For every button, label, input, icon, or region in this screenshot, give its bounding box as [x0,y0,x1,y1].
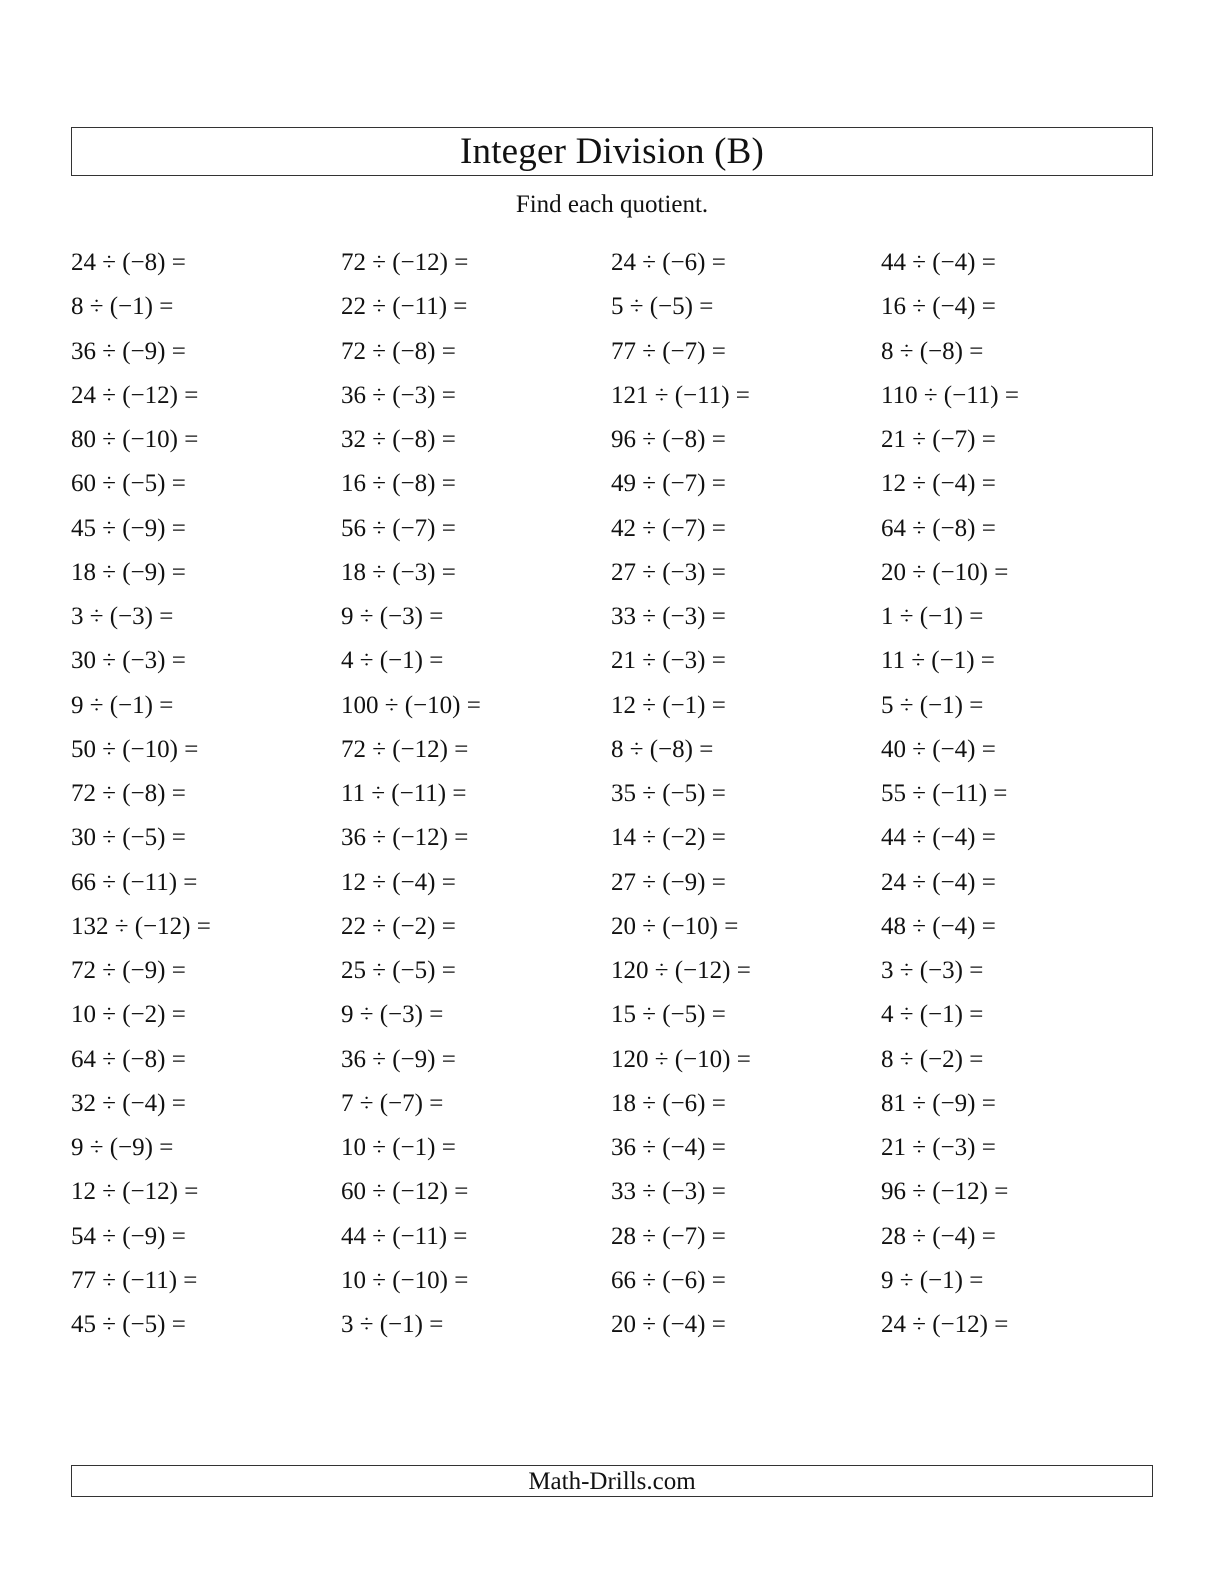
title-box [71,127,1153,176]
problem-item: 30 ÷ (−3) = [71,647,186,675]
problem-grid [71,241,1153,1347]
problem-item: 60 ÷ (−5) = [71,470,186,498]
problem-item: 10 ÷ (−1) = [341,1134,456,1161]
problem-item: 120 ÷ (−10) = [611,1045,751,1073]
problem-item: 120 ÷ (−12) = [611,957,751,984]
problem-item: 24 ÷ (−12) = [881,1311,1009,1338]
problem-item: 72 ÷ (−8) = [71,780,186,807]
problem-item: 77 ÷ (−7) = [611,337,726,365]
problem-item: 66 ÷ (−6) = [611,1266,726,1294]
problem-item: 28 ÷ (−4) = [881,1222,996,1250]
problem-item: 18 ÷ (−6) = [611,1089,726,1117]
problem-item: 9 ÷ (−1) = [71,691,174,719]
problem-item: 80 ÷ (−10) = [71,426,199,453]
problem-item: 11 ÷ (−1) = [881,647,995,675]
problem-item: 5 ÷ (−1) = [881,691,984,719]
problem-item: 36 ÷ (−9) = [341,1045,456,1073]
problem-item: 110 ÷ (−11) = [881,381,1019,409]
problem-item: 28 ÷ (−7) = [611,1222,726,1250]
problem-item: 8 ÷ (−8) = [611,735,714,763]
problem-item: 60 ÷ (−12) = [341,1178,469,1206]
problem-item: 42 ÷ (−7) = [611,514,726,542]
problem-item: 10 ÷ (−10) = [341,1266,469,1294]
problem-item: 54 ÷ (−9) = [71,1222,186,1250]
problem-item: 16 ÷ (−8) = [341,470,456,498]
problem-item: 44 ÷ (−4) = [881,249,996,276]
problem-item: 33 ÷ (−3) = [611,1178,726,1206]
problem-item: 20 ÷ (−10) = [881,558,1009,586]
problem-item: 8 ÷ (−1) = [71,293,174,321]
problem-item: 24 ÷ (−8) = [71,249,186,276]
problem-item: 8 ÷ (−8) = [881,337,984,365]
problem-item: 3 ÷ (−1) = [341,1311,444,1338]
problem-item: 50 ÷ (−10) = [71,735,199,763]
problem-item: 25 ÷ (−5) = [341,957,456,984]
problem-item: 45 ÷ (−5) = [71,1311,186,1338]
problem-item: 36 ÷ (−12) = [341,824,469,852]
problem-item: 24 ÷ (−12) = [71,381,199,409]
problem-item: 64 ÷ (−8) = [881,514,996,542]
footer-text: Math-Drills.com [528,1467,696,1495]
problem-item: 36 ÷ (−3) = [341,381,456,409]
problem-item: 66 ÷ (−11) = [71,868,198,896]
problem-item: 9 ÷ (−1) = [881,1266,984,1294]
problem-item: 21 ÷ (−3) = [611,647,726,675]
problem-item: 27 ÷ (−3) = [611,558,726,586]
problem-item: 49 ÷ (−7) = [611,470,726,498]
problem-item: 56 ÷ (−7) = [341,514,456,542]
problem-item: 4 ÷ (−1) = [341,647,444,675]
footer-box [71,1465,1153,1497]
problem-item: 20 ÷ (−4) = [611,1311,726,1338]
problem-item: 55 ÷ (−11) = [881,780,1008,807]
problem-item: 44 ÷ (−11) = [341,1222,468,1250]
problem-item: 16 ÷ (−4) = [881,293,996,321]
problem-item: 64 ÷ (−8) = [71,1045,186,1073]
problem-item: 36 ÷ (−9) = [71,337,186,365]
problem-item: 12 ÷ (−1) = [611,691,726,719]
problem-item: 30 ÷ (−5) = [71,824,186,852]
problem-item: 12 ÷ (−4) = [341,868,456,896]
problem-item: 18 ÷ (−9) = [71,558,186,586]
instructions: Find each quotient. [515,191,709,218]
problem-item: 44 ÷ (−4) = [881,824,996,852]
problem-item: 100 ÷ (−10) = [341,691,481,719]
problem-item: 21 ÷ (−3) = [881,1134,996,1161]
problem-item: 77 ÷ (−11) = [71,1266,198,1294]
problem-item: 9 ÷ (−3) = [341,1001,444,1029]
problem-item: 48 ÷ (−4) = [881,912,996,940]
problem-item: 96 ÷ (−12) = [881,1178,1009,1206]
problem-item: 27 ÷ (−9) = [611,868,726,896]
problem-item: 24 ÷ (−4) = [881,868,996,896]
problem-item: 9 ÷ (−9) = [71,1134,174,1161]
problem-item: 7 ÷ (−7) = [341,1089,444,1117]
problem-item: 72 ÷ (−12) = [341,249,469,276]
problem-item: 24 ÷ (−6) = [611,249,726,276]
problem-item: 121 ÷ (−11) = [611,381,750,409]
problem-item: 32 ÷ (−8) = [341,426,456,453]
problem-item: 5 ÷ (−5) = [611,293,714,321]
problem-item: 96 ÷ (−8) = [611,426,726,453]
problem-item: 72 ÷ (−8) = [341,337,456,365]
problem-item: 45 ÷ (−9) = [71,514,186,542]
problem-item: 22 ÷ (−2) = [341,912,456,940]
problem-item: 21 ÷ (−7) = [881,426,996,453]
problem-item: 11 ÷ (−11) = [341,780,467,807]
problem-item: 20 ÷ (−10) = [611,912,739,940]
problem-item: 22 ÷ (−11) = [341,293,468,321]
problem-item: 36 ÷ (−4) = [611,1134,726,1161]
problem-item: 8 ÷ (−2) = [881,1045,984,1073]
problem-item: 9 ÷ (−3) = [341,603,444,630]
problem-item: 15 ÷ (−5) = [611,1001,726,1029]
problem-item: 14 ÷ (−2) = [611,824,726,852]
problem-item: 10 ÷ (−2) = [71,1001,186,1029]
problem-item: 12 ÷ (−4) = [881,470,996,498]
worksheet-title: Integer Division (B) [459,131,765,172]
problem-item: 35 ÷ (−5) = [611,780,726,807]
problem-item: 12 ÷ (−12) = [71,1178,199,1206]
problem-item: 81 ÷ (−9) = [881,1089,996,1117]
problem-item: 18 ÷ (−3) = [341,558,456,586]
problem-item: 3 ÷ (−3) = [881,957,984,984]
problem-item: 4 ÷ (−1) = [881,1001,984,1029]
problem-item: 32 ÷ (−4) = [71,1089,186,1117]
problem-item: 33 ÷ (−3) = [611,603,726,630]
problem-item: 3 ÷ (−3) = [71,603,174,630]
problem-item: 132 ÷ (−12) = [71,912,211,940]
problem-item: 72 ÷ (−9) = [71,957,186,984]
problem-item: 1 ÷ (−1) = [881,603,984,630]
problem-item: 40 ÷ (−4) = [881,735,996,763]
problem-item: 72 ÷ (−12) = [341,735,469,763]
